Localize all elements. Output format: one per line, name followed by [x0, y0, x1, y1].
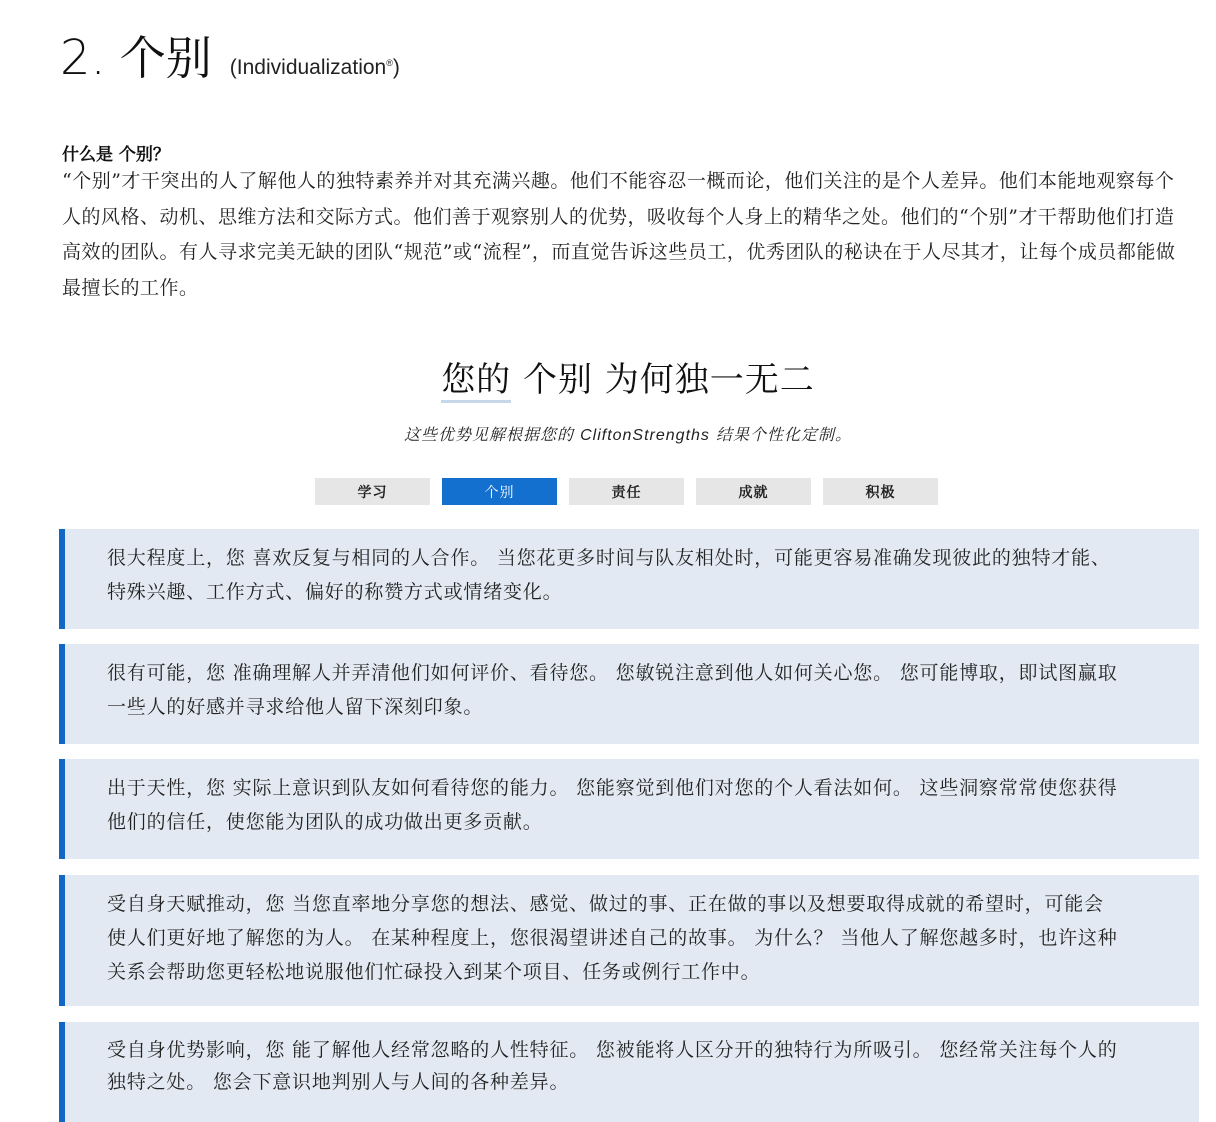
section-title-highlight: 您的 — [441, 360, 511, 403]
page-heading — [60, 22, 400, 88]
insight-card — [59, 529, 1199, 629]
tab-learner[interactable]: 学习 — [315, 478, 430, 505]
tab-individualization[interactable]: 个别 — [442, 478, 557, 505]
page-title: 个别 — [119, 31, 212, 85]
section-subtitle-brand: CliftonStrengths — [580, 427, 710, 444]
section-title-rest: 个别 为何独一无二 — [511, 360, 815, 400]
tab-achiever[interactable]: 成就 — [696, 478, 811, 505]
insight-card — [59, 1022, 1199, 1122]
insight-text: 很有可能，您 准确理解人并弄清他们如何评价、看待您。 您敏锐注意到他人如何关心您。 您可能博取，即试图赢取一些人的好感并寻求给他人留下深刻印象。 — [107, 662, 1118, 718]
insight-text: 很大程度上，您 喜欢反复与相同的人合作。 当您花更多时间与队友相处时，可能更容易准确发现彼此的独特才能、特殊兴趣、工作方式、偏好的称赞方式或情绪变化。 — [107, 547, 1111, 603]
strength-tabs — [315, 478, 938, 505]
section-subtitle-before: 这些优势见解根据您的 — [403, 425, 581, 444]
section-subtitle-after: 结果个性化定制。 — [709, 425, 853, 444]
intro-paragraph: “个别”才干突出的人了解他人的独特素养并对其充满兴趣。他们不能容忍一概而论，他们关注的是个人差异。他们本能地观察每个人的风格、动机、思维方法和交际方式。他们善于观察别人的优势，吸收每个人身上的精华之处。他们的“个别”才干帮助他们打造高效的团队。有人寻求完美无缺的团队“规范”或“流程”，而直觉告诉这些员工，优秀团队的秘诀在于人尽其才，让每个成员都能做最擅长的工作。 — [62, 170, 1176, 299]
heading-subtitle — [230, 56, 400, 80]
heading-subtitle-text: (Individualization — [229, 56, 387, 79]
section-title — [0, 352, 1216, 401]
registered-mark: ® — [386, 58, 393, 68]
insight-text: 受自身优势影响，您 能了解他人经常忽略的人性特征。 您被能将人区分开的独特行为所吸引。 您经常关注每个人的独特之处。 您会下意识地判别人与人间的各种差异。 — [107, 1039, 1118, 1093]
insight-text: 出于天性，您 实际上意识到队友如何看待您的能力。 您能察觉到他们对您的个人看法如何。 这些洞察常常使您获得他们的信任，使您能为团队的成功做出更多贡献。 — [107, 777, 1118, 833]
heading-number: 2. — [60, 30, 106, 86]
intro-question: 什么是 个别？ — [62, 145, 170, 165]
section-subtitle — [0, 422, 1216, 445]
insight-card — [59, 759, 1199, 859]
tab-positivity[interactable]: 积极 — [823, 478, 938, 505]
tab-responsibility[interactable]: 责任 — [569, 478, 684, 505]
insight-text: 受自身天赋推动，您 当您直率地分享您的想法、感觉、做过的事、正在做的事以及想要取得成就的希望时，可能会使人们更好地了解您的为人。 在某种程度上，您很渴望讲述自己的故事。 为什么？ 当他人了解您越多时，也许这种关系会帮助您更轻松地说服他们忙碌投入到某个项目、任务或例行工作中。 — [107, 893, 1118, 983]
insight-card — [59, 644, 1199, 744]
heading-subtitle-close: ) — [392, 56, 400, 79]
insight-card — [59, 875, 1199, 1006]
